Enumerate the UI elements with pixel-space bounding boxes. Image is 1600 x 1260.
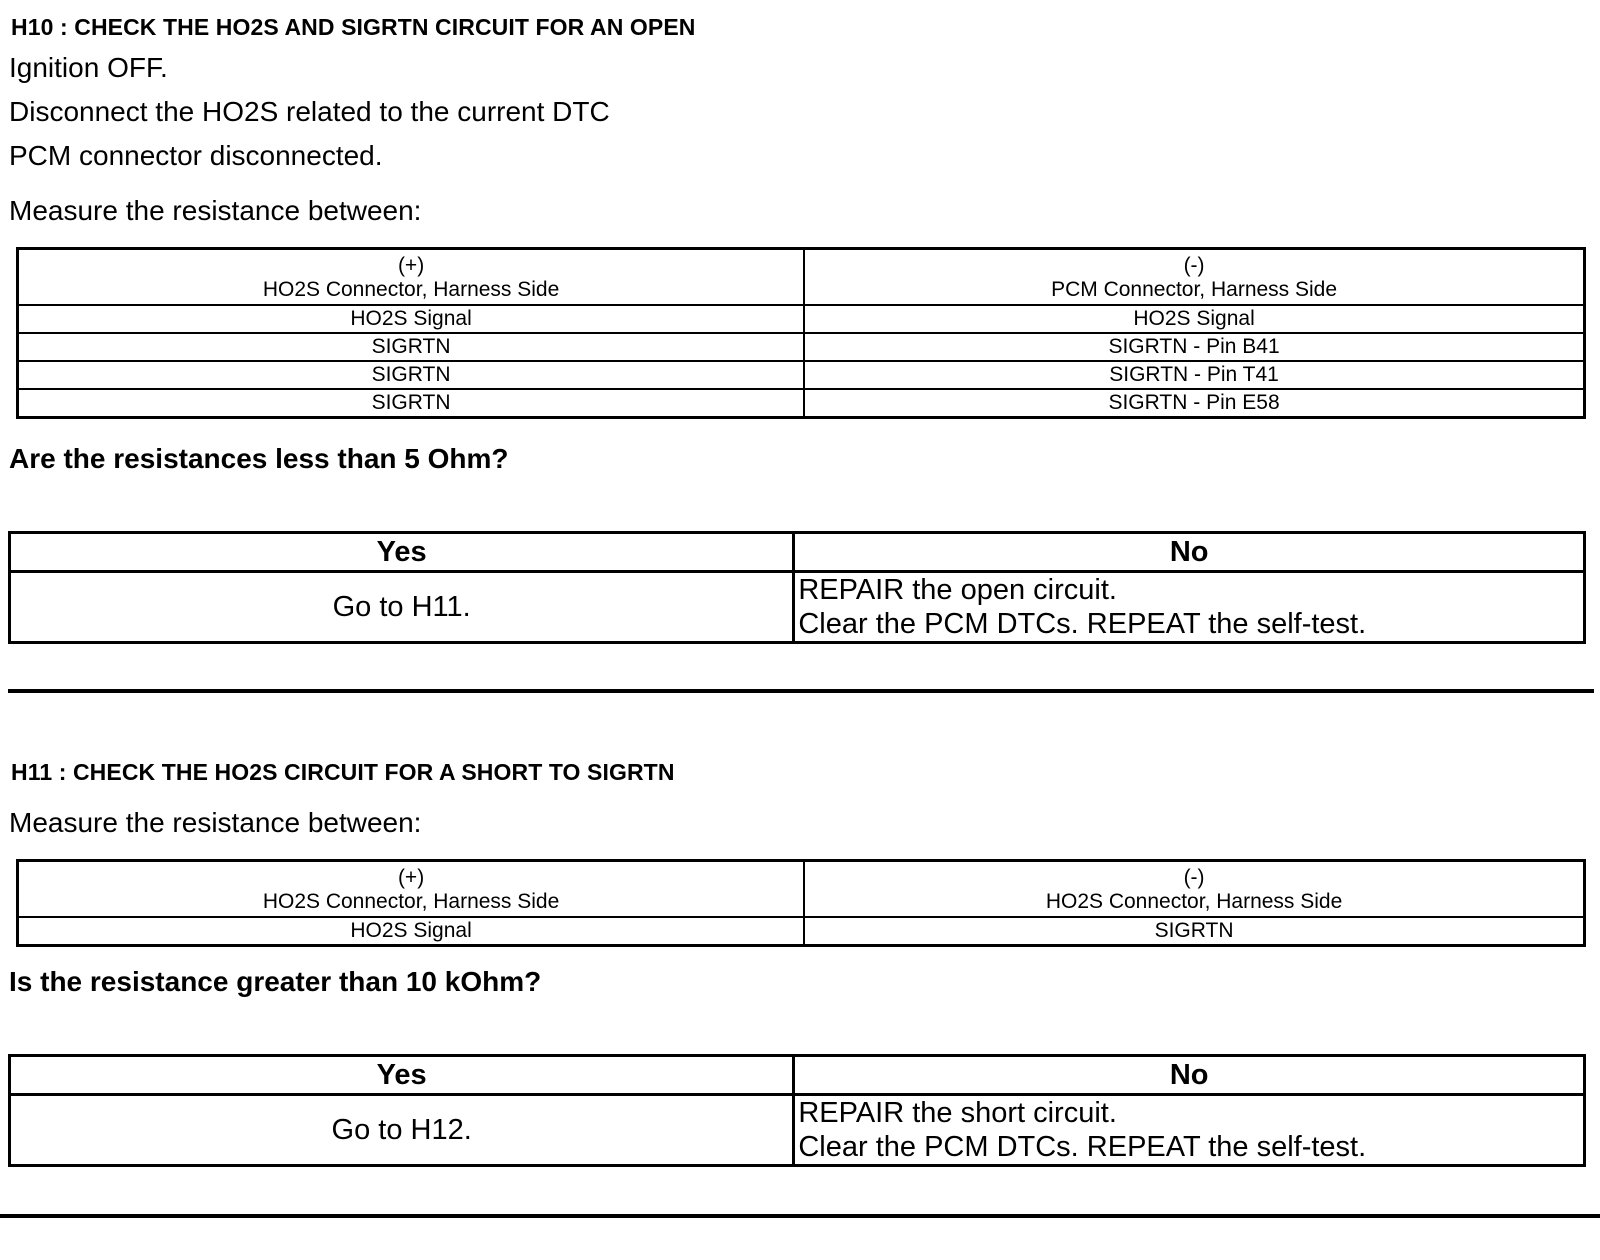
- yes-action: Go to H11.: [10, 572, 794, 643]
- minus-header-label: PCM Connector, Harness Side: [1051, 278, 1338, 301]
- no-action-line: Clear the PCM DTCs. REPEAT the self-test.: [798, 1131, 1367, 1163]
- decision-header-row: [10, 533, 1585, 572]
- table-header-row: [18, 861, 1585, 918]
- minus-cell: SIGRTN - Pin E58: [804, 389, 1584, 418]
- table-row: [18, 305, 1585, 333]
- table-row: [18, 361, 1585, 389]
- plus-header-label: HO2S Connector, Harness Side: [262, 890, 560, 913]
- table-row: [18, 389, 1585, 418]
- decision-header-row: [10, 1056, 1585, 1095]
- h10-decision-table: [8, 531, 1586, 644]
- h11-decision-table: [8, 1054, 1586, 1167]
- no-action-line: Clear the PCM DTCs. REPEAT the self-test.: [798, 608, 1367, 640]
- table-row: [18, 917, 1585, 946]
- yes-header: Yes: [10, 533, 794, 572]
- decision-row: [10, 572, 1585, 643]
- h11-measurement-table: [16, 859, 1586, 947]
- section-divider: [0, 1214, 1600, 1218]
- plus-cell: SIGRTN: [18, 389, 805, 418]
- minus-cell: SIGRTN - Pin T41: [804, 361, 1584, 389]
- no-header: No: [794, 533, 1585, 572]
- h10-measurement-table: [16, 247, 1586, 419]
- plus-header-label: HO2S Connector, Harness Side: [262, 278, 560, 301]
- minus-header-label: HO2S Connector, Harness Side: [1045, 890, 1343, 913]
- plus-cell: HO2S Signal: [18, 305, 805, 333]
- table-header-row: [18, 249, 1585, 306]
- h10-instruction-pcm-disconnected: PCM connector disconnected.: [9, 140, 383, 171]
- minus-sign: (-): [1183, 254, 1205, 277]
- table-row: [18, 333, 1585, 361]
- plus-column-header: [18, 249, 805, 306]
- no-action-line: REPAIR the open circuit.: [798, 574, 1117, 606]
- h11-measure-label: Measure the resistance between:: [9, 807, 422, 838]
- h10-step-title: H10 : CHECK THE HO2S AND SIGRTN CIRCUIT FOR AN OPEN: [11, 14, 696, 40]
- plus-cell: SIGRTN: [18, 361, 805, 389]
- minus-cell: SIGRTN - Pin B41: [804, 333, 1584, 361]
- h11-step-title: H11 : CHECK THE HO2S CIRCUIT FOR A SHORT TO SIGRTN: [11, 759, 675, 785]
- no-action: [794, 1095, 1585, 1166]
- plus-cell: SIGRTN: [18, 333, 805, 361]
- yes-header: Yes: [10, 1056, 794, 1095]
- minus-cell: SIGRTN: [804, 917, 1584, 946]
- minus-sign: (-): [1183, 866, 1205, 889]
- decision-row: [10, 1095, 1585, 1166]
- no-action-line: REPAIR the short circuit.: [798, 1097, 1117, 1129]
- h10-measure-label: Measure the resistance between:: [9, 195, 422, 226]
- section-divider: [8, 689, 1594, 693]
- no-header: No: [794, 1056, 1585, 1095]
- minus-column-header: [804, 249, 1584, 306]
- yes-action: Go to H12.: [10, 1095, 794, 1166]
- minus-cell: HO2S Signal: [804, 305, 1584, 333]
- plus-cell: HO2S Signal: [18, 917, 805, 946]
- minus-column-header: [804, 861, 1584, 918]
- no-action: [794, 572, 1585, 643]
- plus-column-header: [18, 861, 805, 918]
- h11-question: Is the resistance greater than 10 kOhm?: [9, 966, 542, 997]
- h10-instruction-disconnect-ho2s: Disconnect the HO2S related to the current DTC: [9, 96, 610, 127]
- plus-sign: (+): [397, 254, 425, 277]
- h10-question: Are the resistances less than 5 Ohm?: [9, 443, 509, 474]
- h10-instruction-ignition: Ignition OFF.: [9, 52, 168, 83]
- plus-sign: (+): [397, 866, 425, 889]
